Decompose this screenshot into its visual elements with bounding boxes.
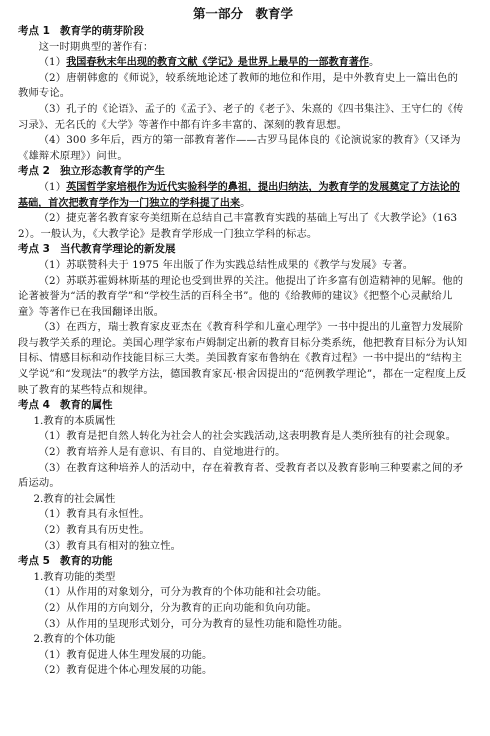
list-item xyxy=(18,71,468,102)
list-item xyxy=(18,648,468,664)
item-number: （1） xyxy=(38,586,67,599)
item-text: 教育是把自然人转化为社会人的社会实践活动,这表明教育是人类所独有的社会现象。 xyxy=(66,430,457,443)
section-heading-3 xyxy=(18,242,468,258)
subsection-title: 1.教育的本质属性 xyxy=(33,414,116,427)
section-heading-2 xyxy=(18,164,468,180)
section-title: 教育学的萌芽阶段 xyxy=(59,25,144,37)
item-number: （3） xyxy=(38,321,67,334)
item-text: 。 xyxy=(240,196,251,209)
item-text: 在教育这种培养人的活动中，存在着教育者、受教育者以及教育影响三种要素之间的矛盾运动。 xyxy=(18,461,464,490)
list-item xyxy=(18,461,468,492)
item-number: （1） xyxy=(38,430,67,443)
list-item xyxy=(18,523,468,539)
list-item xyxy=(18,617,468,633)
list-item xyxy=(18,507,468,523)
item-text: 教育具有相对的独立性。 xyxy=(66,539,182,552)
item-number: （2） xyxy=(38,524,67,536)
item-number: （2） xyxy=(38,212,67,225)
item-text: 苏联赞科夫于 1975 年出版了作为实践总结性成果的《教学与发展》专著。 xyxy=(66,258,414,271)
item-text: 从作用的方向划分，分为教育的正向功能和负向功能。 xyxy=(66,601,317,614)
item-text: 唐朝韩愈的《师说》，较系统地论述了教师的地位和作用，是中外教育史上一篇出色的教师专论。 xyxy=(18,71,459,100)
section-title: 当代教育学理论的新发展 xyxy=(59,243,176,256)
section-title: 教育的功能 xyxy=(59,555,113,568)
item-text: 从作用的对象划分，可分为教育的个体功能和社会功能。 xyxy=(66,586,328,599)
item-text: 教育促进人体生理发展的功能。 xyxy=(66,648,213,661)
item-text: 教育培养人是有意识、有目的、自觉地进行的。 xyxy=(66,446,286,459)
item-number: （2） xyxy=(38,664,67,677)
item-number: （4） xyxy=(38,134,67,147)
list-item xyxy=(18,133,468,164)
list-item xyxy=(18,539,468,555)
item-text: 教育具有永恒性。 xyxy=(66,508,150,521)
item-number: （2） xyxy=(38,446,67,459)
paragraph: 这一时期典型的著作有： xyxy=(38,40,154,53)
item-number: （3） xyxy=(38,461,67,474)
list-item xyxy=(18,55,468,71)
list-item xyxy=(18,274,468,321)
page-title: 第一部分 教育学 xyxy=(192,6,293,21)
list-item xyxy=(18,180,468,211)
list-item xyxy=(18,320,468,398)
list-item xyxy=(18,258,468,274)
section-title: 教育的属性 xyxy=(59,399,113,412)
section-heading-4 xyxy=(18,398,468,414)
list-item xyxy=(18,663,468,679)
list-item xyxy=(18,429,468,445)
subsection-title: 2.教育的个体功能 xyxy=(33,633,116,646)
list-item xyxy=(18,102,468,133)
section-number: 考点 2 xyxy=(18,165,50,178)
section-number: 考点 1 xyxy=(18,25,50,37)
item-text: 在西方，瑞士教育家皮亚杰在《教育科学和儿童心理学》一书中提出的儿童智力发展阶段与教学关系的理论。美国心理学家布卢姆制定出新的教育目标分类系统，他把教育目标分为认知目标、情感目标和动作技能目标三大类。美国教育家布鲁纳在《教育过程》一书中提出的“结构主义学说”和“发现法”的教学方法，德国教育家瓦·根舍因提出的“范例教学理论”，都在一定程度上反映了教育的某些特点和规律。 xyxy=(18,321,468,396)
item-text: 教育具有历史性。 xyxy=(66,524,150,536)
item-number: （3） xyxy=(38,102,67,115)
item-number: （1） xyxy=(38,56,67,69)
item-number: （2） xyxy=(38,601,67,614)
item-number: （1） xyxy=(38,648,67,661)
section-number: 考点 5 xyxy=(18,555,50,568)
section-title: 独立形态教育学的产生 xyxy=(59,165,165,178)
item-number: （3） xyxy=(38,539,67,552)
list-item xyxy=(18,585,468,601)
item-number: （2） xyxy=(38,71,67,84)
section-number: 考点 4 xyxy=(18,399,50,412)
item-number: （2） xyxy=(38,274,67,287)
section-heading-1 xyxy=(18,24,468,40)
item-text: 教育促进个体心理发展的功能。 xyxy=(66,664,213,677)
emphasized-text: 英国哲学家培根作为近代实验科学的鼻祖，提出归纳法，为教育学的发展奠定了方法论的基础，首次把教育学作为一门独立的学科提了出来 xyxy=(18,181,460,209)
list-item xyxy=(18,601,468,617)
item-text: 300 多年后，西方的第一部教育著作——古罗马昆体良的《论演说家的教育》（又译为《雄辩术原理》）问世。 xyxy=(18,134,461,162)
section-number: 考点 3 xyxy=(18,243,50,256)
item-text: 苏联苏霍姆林斯基的理论也受到世界的关注。他提出了许多富有创造精神的见解。他的论著被誉为“活的教育学”和“学校生活的百科全书”。他的《给教师的建议》《把整个心灵献给儿童》等著作已在我国翻译出版。 xyxy=(18,274,464,318)
list-item xyxy=(18,211,468,242)
item-number: （1） xyxy=(38,180,67,193)
item-text: 从作用的呈现形式划分，可分为教育的显性功能和隐性功能。 xyxy=(66,617,349,630)
item-number: （3） xyxy=(38,617,67,630)
emphasized-text: 我国春秋末年出现的教育文献《学记》是世界上最早的一部教育著作 xyxy=(66,57,370,69)
list-item xyxy=(18,445,468,461)
item-text: 捷克著名教育家夸美纽斯在总结自己丰富教育实践的基础上写出了《大教学论》（1632）。一般认为，《大教学论》是教育学形成一门独立学科的标志。 xyxy=(18,212,458,240)
subsection-title: 1.教育功能的类型 xyxy=(33,570,116,583)
subsection-title: 2.教育的社会属性 xyxy=(33,492,116,505)
section-heading-5 xyxy=(18,554,468,570)
item-number: （1） xyxy=(38,508,67,521)
item-text: 。 xyxy=(369,56,380,69)
item-text: 孔子的《论语》、孟子的《孟子》、老子的《老子》、朱熹的《四书集注》、王守仁的《传习录》、无名氏的《大学》等著作中都有许多丰富的、深刻的教育思想。 xyxy=(18,102,464,131)
item-number: （1） xyxy=(38,258,67,271)
